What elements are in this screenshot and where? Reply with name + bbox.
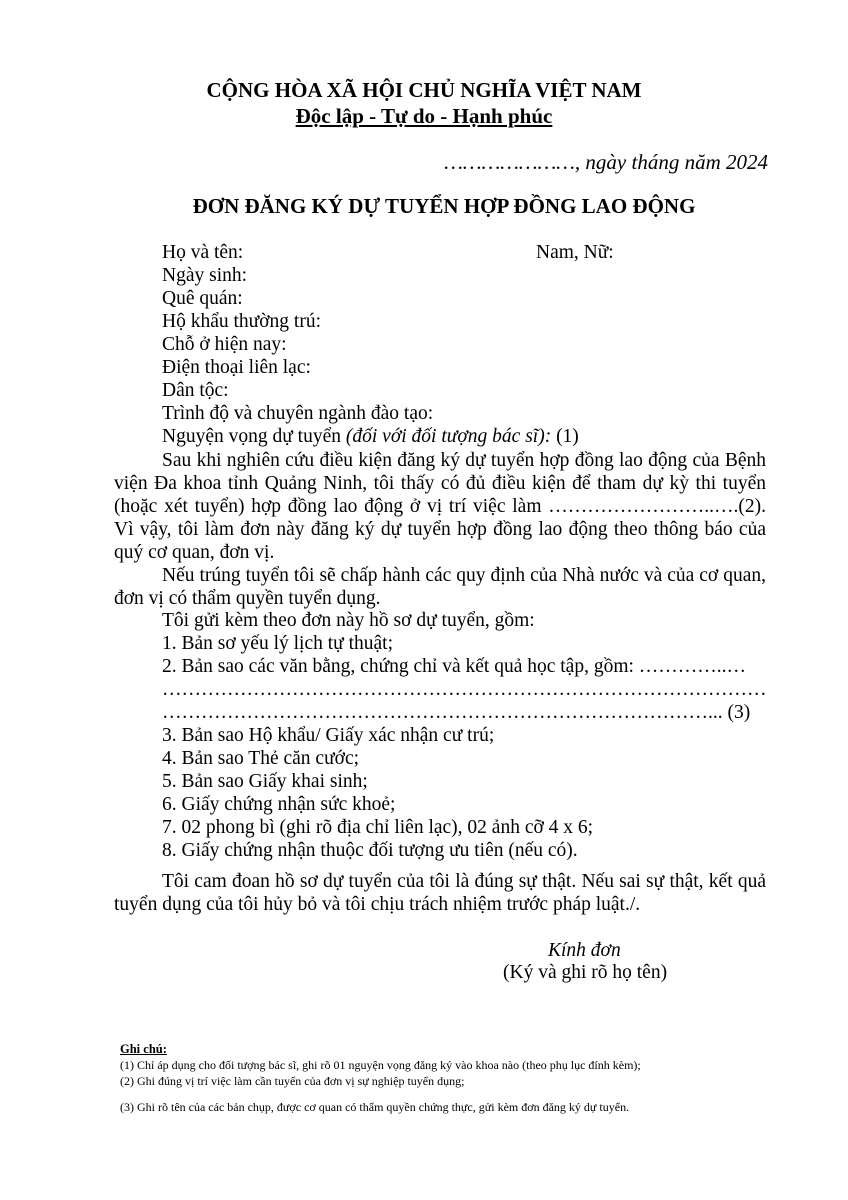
wish-note: (đối với đối tượng bác sĩ): — [345, 426, 552, 447]
field-full-name: Họ và tên: — [162, 242, 244, 263]
country-header: CỘNG HÒA XÃ HỘI CHỦ NGHĨA VIỆT NAM — [206, 78, 642, 102]
field-education: Trình độ và chuyên ngành đào tạo: — [162, 403, 434, 424]
dotted-line: …………………………………………………………………………... (3) — [162, 702, 751, 723]
national-motto — [0, 104, 848, 129]
list-item: 6. Giấy chứng nhận sức khoẻ; — [162, 794, 396, 815]
field-date-of-birth: Ngày sinh: — [162, 265, 248, 286]
signature-instruction: (Ký và ghi rõ họ tên) — [503, 962, 668, 983]
field-hometown: Quê quán: — [162, 288, 243, 309]
list-item: 3. Bản sao Hộ khẩu/ Giấy xác nhận cư trú; — [162, 725, 495, 746]
dotted-line: ………………………………………………………………………………… — [162, 679, 767, 700]
list-item: 2. Bản sao các văn bằng, chứng chỉ và kết quả học tập, gồm: …………..… — [162, 656, 747, 677]
list-item: 1. Bản sơ yếu lý lịch tự thuật; — [162, 633, 394, 654]
wish-suffix: (1) — [551, 426, 579, 447]
field-ethnicity: Dân tộc: — [162, 380, 229, 401]
paragraph-commitment-text: Nếu trúng tuyển tôi sẽ chấp hành các quy định của Nhà nước và của cơ quan, đơn vị có thẩm quyền tuyển dụng. — [114, 565, 766, 609]
list-item: 7. 02 phong bì (ghi rõ địa chỉ liên lạc), 02 ảnh cỡ 4 x 6; — [162, 817, 594, 838]
note-3: (3) Ghi rõ tên của các bản chụp, được cơ quan có thẩm quyền chứng thực, gửi kèm đơn đăng ký dự tuyển. — [120, 1100, 630, 1114]
attachments-heading: Tôi gửi kèm theo đơn này hồ sơ dự tuyển, gồm: — [162, 610, 535, 631]
paragraph-intro-text: Sau khi nghiên cứu điều kiện đăng ký dự tuyển hợp đồng lao động của Bệnh viện Đa khoa tỉnh Quảng Ninh, tôi thấy có đủ điều kiện để tham dự kỳ thi tuyển (hoặc xét tuyển) hợp đồng lao động ở vị trí việc làm ……………………..….(2). Vì vậy, tôi làm đơn này đăng ký dự tuyển hợp đồng lao động theo thông báo của quý cơ quan, đơn vị. — [114, 450, 766, 563]
field-permanent-residence: Hộ khẩu thường trú: — [162, 311, 321, 332]
field-gender: Nam, Nữ: — [536, 242, 614, 263]
wish-prefix: Nguyện vọng dự tuyển — [162, 426, 346, 447]
notes-heading: Ghi chú: — [120, 1042, 167, 1056]
signature-label: Kính đơn — [548, 940, 621, 961]
paragraph-declaration-text: Tôi cam đoan hồ sơ dự tuyển của tôi là đúng sự thật. Nếu sai sự thật, kết quả tuyển dụng của tôi hủy bỏ và tôi chịu trách nhiệm trước pháp luật./. — [114, 871, 766, 915]
field-phone: Điện thoại liên lạc: — [162, 357, 311, 378]
motto-text: Độc lập - Tự do - Hạnh phúc — [295, 104, 553, 128]
field-current-address: Chỗ ở hiện nay: — [162, 334, 287, 355]
list-item: 8. Giấy chứng nhận thuộc đối tượng ưu tiên (nếu có). — [162, 840, 578, 861]
paragraph-intro — [114, 449, 766, 564]
date-line: …………………, ngày tháng năm 2024 — [444, 150, 768, 174]
note-1: (1) Chỉ áp dụng cho đối tượng bác sĩ, ghi rõ 01 nguyện vọng đăng ký vào khoa nào (theo phụ lục đính kèm); — [120, 1058, 641, 1072]
paragraph-declaration — [114, 870, 766, 916]
document-title: ĐƠN ĐĂNG KÝ DỰ TUYỂN HỢP ĐỒNG LAO ĐỘNG — [192, 194, 696, 218]
field-wish — [162, 426, 579, 448]
paragraph-commitment — [114, 564, 766, 610]
note-2: (2) Ghi đúng vị trí việc làm cần tuyển của đơn vị sự nghiệp tuyển dụng; — [120, 1074, 465, 1088]
list-item: 4. Bản sao Thẻ căn cước; — [162, 748, 360, 769]
list-item: 5. Bản sao Giấy khai sinh; — [162, 771, 368, 792]
